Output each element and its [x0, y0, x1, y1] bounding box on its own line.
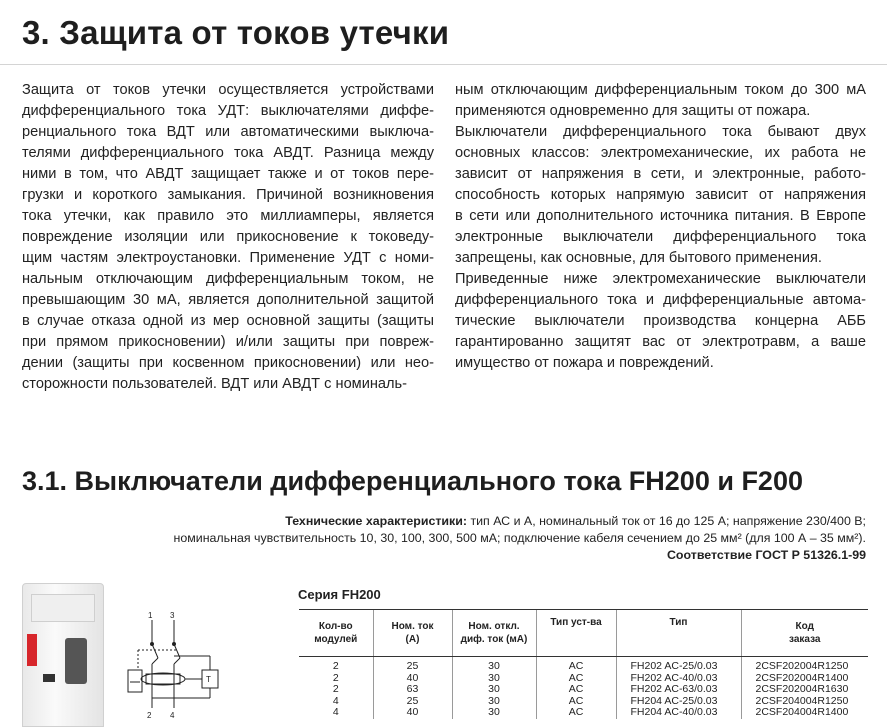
col-header-type: Тип: [616, 610, 741, 657]
cell: FH204 AC-25/0.03: [616, 696, 741, 708]
col-header-device-type: Тип уст-ва: [536, 610, 616, 657]
terminal-label-4: 4: [170, 711, 175, 720]
text-line: дифференциального тока и дифференциальные автома-: [455, 292, 866, 308]
terminal-label-3: 3: [170, 612, 175, 620]
table-row: [299, 684, 868, 696]
device-terminal-block: [31, 594, 95, 622]
text-line: зависит от напряжения в сети, и электронные, работо-: [455, 166, 866, 182]
terminal-label-1: 1: [148, 612, 153, 620]
device-brand-stripe: [27, 634, 37, 666]
cell: AC: [536, 657, 616, 673]
specs-label: Технические характеристики:: [285, 514, 467, 528]
cell: AC: [536, 696, 616, 708]
text-line: при прямом прикосновении) и/или защиты при повреж-: [22, 334, 434, 350]
text-line: в сети или дополнительного источника питания. В Европе: [455, 208, 866, 224]
cell: 63: [373, 684, 452, 696]
cell: 4: [332, 706, 339, 718]
heading-rule: [0, 64, 887, 65]
text-line: Защита от токов утечки осуществляется устройствами: [22, 82, 434, 98]
cell: 2: [332, 683, 339, 695]
text-line: нальным отключающим дифференциальным током, не: [22, 271, 434, 287]
cell: 30: [452, 657, 536, 673]
cell: 25: [373, 657, 452, 673]
text-line: повреждение изоляции или прикосновение к токоведу-: [22, 229, 434, 245]
cell: 40: [373, 707, 452, 719]
subsection-heading: 3.1. Выключатели дифференциального тока FH200 и F200: [22, 466, 803, 496]
table-header-row: [299, 610, 868, 657]
rcd-device-image: [22, 583, 104, 727]
specs-line-1: [26, 513, 866, 530]
series-title: Серия FH200: [298, 587, 381, 602]
cell: FH202 AC-40/0.03: [616, 673, 741, 685]
col-header-order-code: Код заказа: [741, 610, 868, 657]
col-header-modules: Кол-во модулей: [299, 610, 373, 657]
col-header-current: Ном. ток (А): [373, 610, 452, 657]
text-line: превышающим 30 мА, является дополнительной защитой: [22, 292, 434, 308]
test-label: T: [206, 675, 211, 684]
cell: 2CSF202004R1400: [741, 673, 868, 685]
text-line: телями дифференциального тока АВДТ. Разница между: [22, 145, 434, 161]
specs-line-2: номинальная чувствительность 10, 30, 100, 300, 500 мА; подключение кабеля сечением до 25 мм² (для 100 А – 35 мм²).: [173, 531, 866, 545]
text-line: ними в том, что АВДТ защищает также и от токов пере-: [22, 166, 434, 182]
tech-specs: [26, 513, 866, 564]
text-line: ренциального тока ВДТ или автоматическими выключа-: [22, 124, 434, 140]
cell: 2CSF202004R1250: [741, 657, 868, 673]
text-line: тока утечки, как правило это миллиамперы, является: [22, 208, 434, 224]
text-line: ным отключающим дифференциальным током до 300 мА: [455, 82, 866, 98]
text-line: способность которых напрямую зависит от напряжения: [455, 187, 866, 203]
text-line: Приведенные ниже электромеханические выключатели: [455, 271, 866, 287]
specs-standard: Соответствие ГОСТ Р 51326.1-99: [666, 548, 866, 562]
text-line: имущество от пожара и повреждений.: [455, 355, 714, 371]
text-line: щим частям электроустановки. Применение УДТ с номи-: [22, 250, 434, 266]
cell: 40: [373, 673, 452, 685]
text-line: Выключатели дифференциального тока бывают двух: [455, 124, 866, 140]
cell: AC: [536, 673, 616, 685]
wiring-schematic: [118, 612, 230, 725]
terminal-label-2: 2: [147, 711, 152, 720]
col-header-diff-current: Ном. откл. диф. ток (мА): [452, 610, 536, 657]
right-text-column: [455, 80, 866, 374]
text-line: в случае отказа одной из мер основной защиты (защиты: [22, 313, 434, 329]
cell: 30: [452, 696, 536, 708]
text-line: сторожности пользователей. ВДТ или АВДТ с номиналь-: [22, 376, 408, 392]
device-toggle-handle: [65, 638, 87, 684]
cell: 2: [332, 671, 339, 684]
left-text-column: [22, 80, 434, 395]
cell: 4: [332, 694, 339, 707]
cell: 2CSF204004R1250: [741, 696, 868, 708]
cell: 30: [452, 684, 536, 696]
cell: 30: [452, 707, 536, 719]
text-line: электронные выключатели дифференциального тока: [455, 229, 866, 245]
text-line: дифференциального тока УДТ: выключателями диффе-: [22, 103, 434, 119]
text-line: основных классов: электромеханические, их работа не: [455, 145, 866, 161]
cell: 2CSF204004R1400: [741, 707, 868, 719]
text-line: запрещены, как основные, для бытового применения.: [455, 250, 822, 266]
table-row: [299, 657, 868, 673]
text-line: грузки и короткого замыкания. Причиной возникновения: [22, 187, 434, 203]
text-line: гарантированно защитят вас от электротравм, а ваше: [455, 334, 866, 350]
text-line: дении (защиты при косвенном прикосновении) или нео-: [22, 355, 434, 371]
cell: FH204 AC-40/0.03: [616, 707, 741, 719]
cell: 2: [332, 660, 339, 672]
specs-text: тип АС и А, номинальный ток от 16 до 125 А; напряжение 230/400 В;: [467, 514, 866, 528]
table-row: [299, 707, 868, 719]
cell: 25: [373, 696, 452, 708]
product-table: [299, 609, 868, 719]
cell: FH202 AC-63/0.03: [616, 684, 741, 696]
cell: AC: [536, 684, 616, 696]
text-line: применяются одновременно для защиты от пожара.: [455, 103, 811, 119]
text-line: тические выключатели производства концерна АББ: [455, 313, 866, 329]
cell: FH202 AC-25/0.03: [616, 657, 741, 673]
device-test-button: [43, 674, 55, 682]
cell: AC: [536, 707, 616, 719]
section-heading: 3. Защита от токов утечки: [22, 14, 450, 51]
cell: 2CSF202004R1630: [741, 684, 868, 696]
cell: 30: [452, 673, 536, 685]
